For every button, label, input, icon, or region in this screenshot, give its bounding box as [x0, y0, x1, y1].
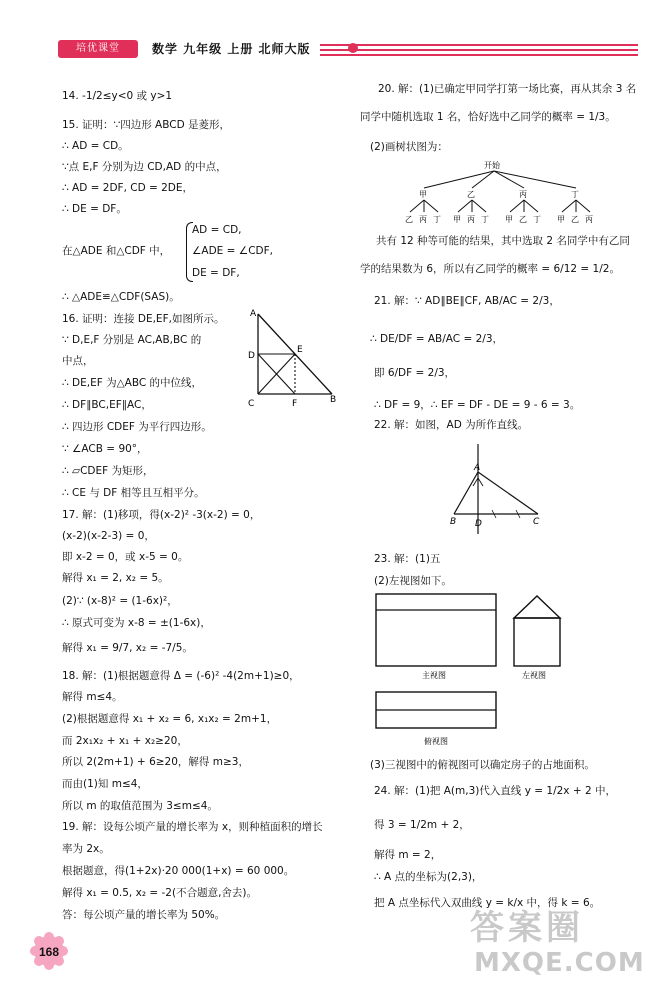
- answer-line: 19. 解：设每公顷产量的增长率为 x，则种植面积的增长: [62, 821, 323, 833]
- system-line: DE = DF,: [192, 267, 240, 279]
- tree-leaf: 丁: [433, 215, 441, 224]
- left-view: [514, 618, 560, 666]
- label-C: C: [533, 517, 540, 527]
- label-F: F: [292, 399, 298, 409]
- tree-leaf: 甲: [557, 215, 565, 224]
- watermark: [462, 900, 645, 990]
- answer-line: 解得 x₁ = 0.5, x₂ = -2(不合题意,舍去)。: [62, 887, 258, 899]
- answer-line: 21. 解：∵ AD∥BE∥CF, AB/AC = 2/3，: [374, 295, 560, 307]
- tree-leaf: 甲: [505, 215, 513, 224]
- answer-line: 17. 解：(1)移项，得(x-2)² -3(x-2) = 0，: [62, 509, 261, 521]
- tree-leaf: 丙: [585, 215, 593, 224]
- label-B: B: [450, 517, 457, 527]
- triangle-figure-16: [240, 306, 340, 410]
- system-line: ∠ADE = ∠CDF,: [192, 245, 273, 257]
- tree-leaf: 乙: [519, 215, 527, 224]
- tree-node: 丁: [571, 190, 579, 199]
- tree-node: 乙: [467, 190, 475, 199]
- answer-line: 共有 12 种等可能的结果，其中选取 2 名同学中有乙同: [376, 235, 630, 247]
- series-badge: 培优课堂: [58, 40, 138, 58]
- front-view: [376, 594, 496, 666]
- label-A: A: [474, 463, 481, 473]
- answer-line: 解得 x₁ = 9/7, x₂ = -7/5。: [62, 642, 193, 654]
- watermark-text: 答案圈: [470, 908, 584, 948]
- label-E: E: [297, 345, 303, 355]
- tree-diagram: [396, 156, 612, 226]
- top-view-label: 俯视图: [424, 737, 448, 746]
- answer-line: ∴ DF = 9，∴ EF = DF - DE = 9 - 6 = 3。: [374, 399, 581, 411]
- triangle-figure-22: [446, 438, 552, 536]
- answer-line: 得 3 = 1/2m + 2，: [374, 819, 470, 831]
- tree-leaf: 丁: [533, 215, 541, 224]
- answer-line: 解得 m = 2，: [374, 849, 442, 861]
- answer-line: 所以 2(2m+1) + 6≥20，解得 m≥3，: [62, 756, 249, 768]
- tree-leaf: 丁: [481, 215, 489, 224]
- left-view-label: 左视图: [522, 671, 546, 680]
- answer-line: (2)画树状图为：: [370, 141, 448, 153]
- label-C: C: [248, 399, 255, 409]
- watermark-url: MXQE.COM: [474, 948, 645, 978]
- answer-line: ∴ DE = DF。: [62, 203, 127, 215]
- page-number-badge: [30, 932, 68, 970]
- answer-line: ∵ D,E,F 分别是 AC,AB,BC 的: [62, 334, 202, 346]
- answer-line: 即 x-2 = 0，或 x-5 = 0。: [62, 551, 189, 563]
- tree-leaf: 乙: [405, 215, 413, 224]
- answer-line: (3)三视图中的俯视图可以确定房子的占地面积。: [370, 759, 595, 771]
- tree-leaf: 丙: [419, 215, 427, 224]
- answer-line: ∴ CE 与 DF 相等且互相平分。: [62, 487, 205, 499]
- answer-line: 在△ADE 和△CDF 中，: [62, 245, 171, 257]
- tree-node: 丙: [519, 190, 527, 199]
- answer-line: ∴ DF∥BC,EF∥AC，: [62, 399, 152, 411]
- answer-line: ∴ 四边形 CDEF 为平行四边形。: [62, 421, 212, 433]
- answer-line: (2)根据题意得 x₁ + x₂ = 6, x₁x₂ = 2m+1，: [62, 713, 278, 725]
- answer-line: ∴ AD = CD。: [62, 140, 129, 152]
- label-A: A: [250, 309, 257, 319]
- answer-line: 15. 证明：∵四边形 ABCD 是菱形，: [62, 119, 231, 131]
- answer-line: 14. -1/2≤y<0 或 y>1: [62, 90, 173, 102]
- page-number: 168: [38, 945, 60, 959]
- tree-leaf: 甲: [453, 215, 461, 224]
- system-line: AD = CD,: [192, 224, 242, 236]
- answer-line: ∴ △ADE≌△CDF(SAS)。: [62, 291, 180, 303]
- book-title: 数学 九年级 上册 北师大版: [152, 42, 311, 56]
- answer-line: ∵ ∠ACB = 90°，: [62, 443, 148, 455]
- tree-leaf: 乙: [571, 215, 579, 224]
- answer-line: 18. 解：(1)根据题意得 Δ = (-6)² -4(2m+1)≥0，: [62, 670, 300, 682]
- answer-line: ∴ AD = 2DF, CD = 2DE，: [62, 182, 194, 194]
- answer-line: ∴ 原式可变为 x-8 = ±(1-6x)，: [62, 617, 211, 629]
- left-view-roof: [514, 596, 560, 618]
- equation-system-brace: [186, 222, 193, 282]
- answer-line: 答：每公顷产量的增长率为 50%。: [62, 909, 226, 921]
- tree-node: 甲: [419, 190, 427, 199]
- answer-line: 学的结果数为 6，所以有乙同学的概率 = 6/12 = 1/2。: [360, 263, 620, 275]
- answer-line: (x-2)(x-2-3) = 0，: [62, 530, 155, 542]
- answer-line: (2)左视图如下。: [374, 575, 452, 587]
- label-D: D: [475, 519, 482, 529]
- answer-line: 所以 m 的取值范围为 3≤m≤4。: [62, 800, 218, 812]
- answer-line: 同学中随机选取 1 名，恰好选中乙同学的概率 = 1/3。: [360, 111, 616, 123]
- answer-line: 20. 解：(1)已确定甲同学打第一场比赛，再从其余 3 名: [378, 83, 637, 95]
- answer-line: 16. 证明：连接 DE,EF,如图所示。: [62, 313, 225, 325]
- answer-line: 中点，: [62, 355, 94, 367]
- answer-line: 24. 解：(1)把 A(m,3)代入直线 y = 1/2x + 2 中，: [374, 785, 616, 797]
- answer-line: 率为 2x。: [62, 843, 110, 855]
- answer-line: 解得 x₁ = 2, x₂ = 5。: [62, 572, 169, 584]
- answer-line: 解得 m≤4。: [62, 691, 123, 703]
- answer-line: 而 2x₁x₂ + x₁ + x₂≥20，: [62, 735, 188, 747]
- answer-line: (2)∵ (x-8)² = (1-6x)²，: [62, 595, 178, 607]
- tree-root: 开始: [484, 161, 500, 170]
- answer-line: 根据题意，得(1+2x)·20 000(1+x) = 60 000。: [62, 865, 295, 877]
- label-D: D: [248, 351, 255, 361]
- front-view-label: 主视图: [422, 671, 446, 680]
- answer-line: 把 A 点坐标代入双曲线 y = k/x 中，得 k = 6。: [374, 897, 601, 909]
- answer-line: 23. 解：(1)五: [374, 553, 441, 565]
- label-B: B: [330, 395, 337, 405]
- answer-line: 即 6/DF = 2/3，: [374, 367, 456, 379]
- left-column: [62, 0, 352, 994]
- answer-line: ∴ ▱CDEF 为矩形，: [62, 465, 154, 477]
- tree-leaf: 丙: [467, 215, 475, 224]
- answer-line: 而由(1)知 m≤4，: [62, 778, 148, 790]
- answer-line: ∴ DE,EF 为△ABC 的中位线，: [62, 377, 203, 389]
- answer-line: ∴ A 点的坐标为(2,3)，: [374, 871, 483, 883]
- answer-line: 22. 解：如图，AD 为所作直线。: [374, 419, 529, 431]
- three-views: [374, 592, 574, 752]
- answer-line: ∴ DE/DF = AB/AC = 2/3，: [370, 333, 503, 345]
- answer-line: ∵点 E,F 分别为边 CD,AD 的中点，: [62, 161, 227, 173]
